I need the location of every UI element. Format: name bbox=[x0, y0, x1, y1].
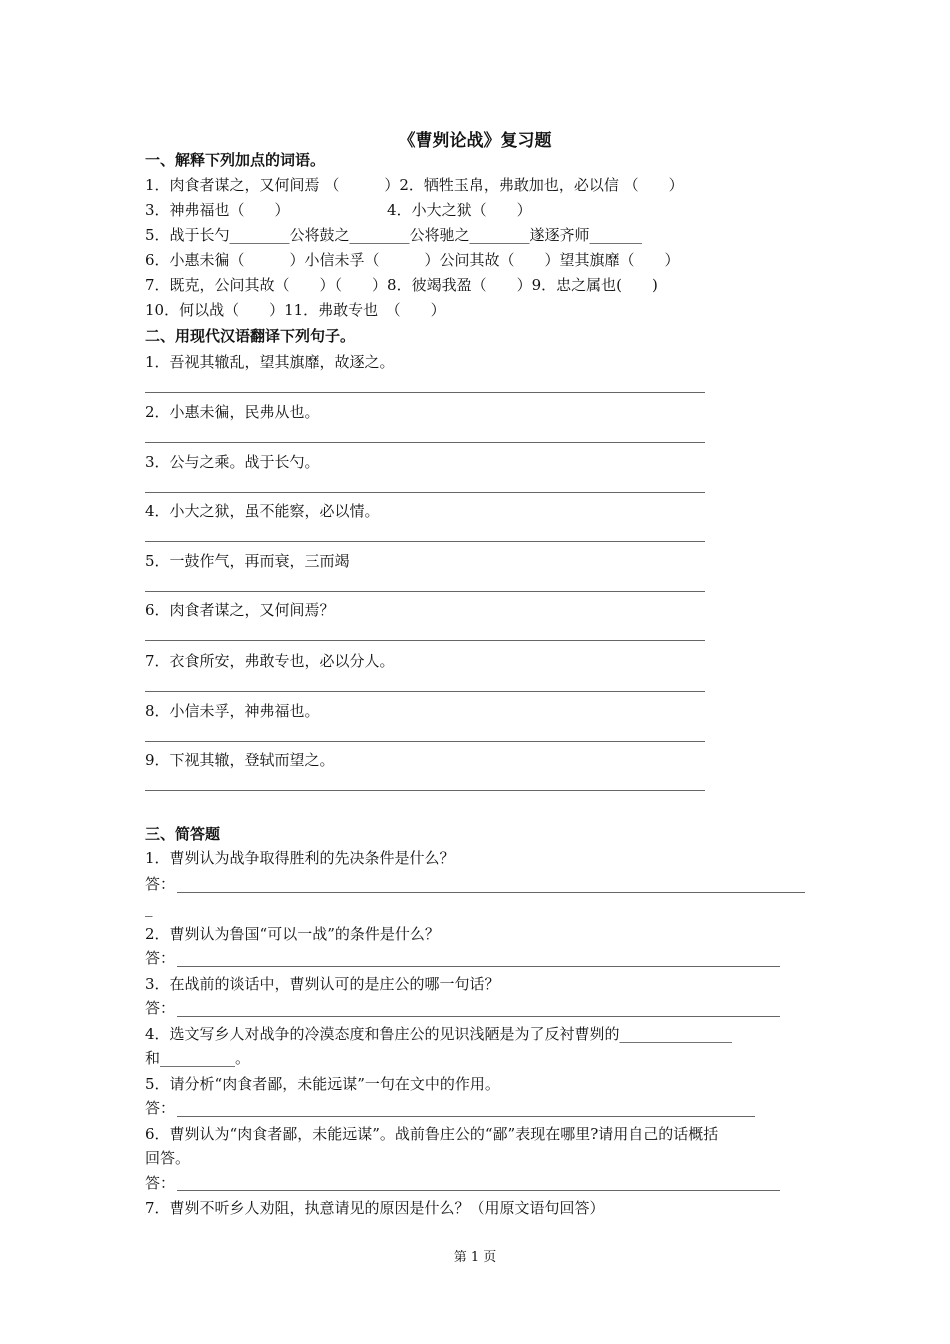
answer-line bbox=[145, 442, 705, 443]
answer-line bbox=[145, 741, 705, 742]
translation-item-1: 1．吾视其辙乱，望其旗靡，故逐之。 bbox=[145, 353, 395, 371]
question-6-line-2: 回答。 bbox=[145, 1149, 191, 1167]
answer-line bbox=[145, 591, 705, 592]
answer-line bbox=[177, 1190, 780, 1191]
translation-item-7: 7．衣食所安，弗敢专也，必以分人。 bbox=[145, 652, 395, 670]
section2-heading: 二、用现代汉语翻译下列句子。 bbox=[145, 327, 356, 345]
question-2: 2．曹刿认为鲁国“可以一战”的条件是什么？ bbox=[145, 925, 440, 943]
question-1: 1．曹刿认为战争取得胜利的先决条件是什么？ bbox=[145, 849, 455, 867]
answer-label: 答： bbox=[145, 1174, 176, 1192]
section1-line-6: 10．何以战（ ）11．弗敢专也 （ ） bbox=[145, 301, 446, 319]
section1-line-1: 1．肉食者谋之，又何间焉 （ ）2．牺牲玉帛，弗敢加也，必以信 （ ） bbox=[145, 176, 684, 194]
translation-item-8: 8．小信未孚，神弗福也。 bbox=[145, 702, 320, 720]
section3-heading: 三、简答题 bbox=[145, 825, 221, 843]
answer-label: 答： bbox=[145, 999, 176, 1017]
section1-heading: 一、解释下列加点的词语。 bbox=[145, 151, 326, 169]
answer-tail: _ bbox=[145, 899, 153, 917]
answer-line bbox=[145, 640, 705, 641]
page-number: 第 1 页 bbox=[453, 1250, 497, 1265]
translation-item-4: 4．小大之狱，虽不能察，必以情。 bbox=[145, 502, 380, 520]
answer-line bbox=[145, 691, 705, 692]
translation-item-2: 2．小惠未徧，民弗从也。 bbox=[145, 403, 320, 421]
question-6-line-1: 6．曹刿认为“肉食者鄙，未能远谋”。战前鲁庄公的“鄙”表现在哪里?请用自己的话概括 bbox=[145, 1125, 719, 1143]
question-5: 5．请分析“肉食者鄙，未能远谋”一句在文中的作用。 bbox=[145, 1075, 500, 1093]
answer-line bbox=[145, 790, 705, 791]
answer-line bbox=[145, 392, 705, 393]
answer-label: 答： bbox=[145, 1099, 176, 1117]
translation-item-6: 6．肉食者谋之，又何间焉？ bbox=[145, 601, 335, 619]
section1-line-4: 6．小惠未徧（ ）小信未孚（ ）公问其故（ ）望其旗靡（ ） bbox=[145, 251, 680, 269]
translation-item-5: 5．一鼓作气，再而衰，三而竭 bbox=[145, 552, 350, 570]
question-4-line-1: 4．选文写乡人对战争的冷漠态度和鲁庄公的见识浅陋是为了反衬曹刿的_______________ bbox=[145, 1025, 733, 1043]
question-7: 7．曹刿不听乡人劝阻，执意请见的原因是什么？（用原文语句回答） bbox=[145, 1199, 605, 1217]
section1-line-3: 5．战于长勺________公将鼓之________公将驰之________遂逐齐师_______ bbox=[145, 226, 643, 244]
answer-line bbox=[177, 1116, 755, 1117]
translation-item-3: 3．公与之乘。战于长勺。 bbox=[145, 453, 320, 471]
page-title: 《曹刿论战》复习题 bbox=[398, 131, 552, 151]
question-4-line-2: 和__________。 bbox=[145, 1049, 251, 1067]
answer-line bbox=[177, 892, 805, 893]
answer-line bbox=[145, 541, 705, 542]
question-3: 3．在战前的谈话中，曹刿认可的是庄公的哪一句话？ bbox=[145, 975, 500, 993]
answer-line bbox=[177, 966, 780, 967]
section1-line-5: 7．既克，公问其故（ ）（ ）8．彼竭我盈（ ）9．忠之属也( ) bbox=[145, 276, 658, 294]
answer-line bbox=[145, 492, 705, 493]
answer-line bbox=[177, 1016, 780, 1017]
answer-label: 答： bbox=[145, 875, 176, 893]
translation-item-9: 9．下视其辙，登轼而望之。 bbox=[145, 751, 335, 769]
answer-label: 答： bbox=[145, 949, 176, 967]
section1-line-2: 3．神弗福也（ ） 4．小大之狱（ ） bbox=[145, 201, 532, 219]
